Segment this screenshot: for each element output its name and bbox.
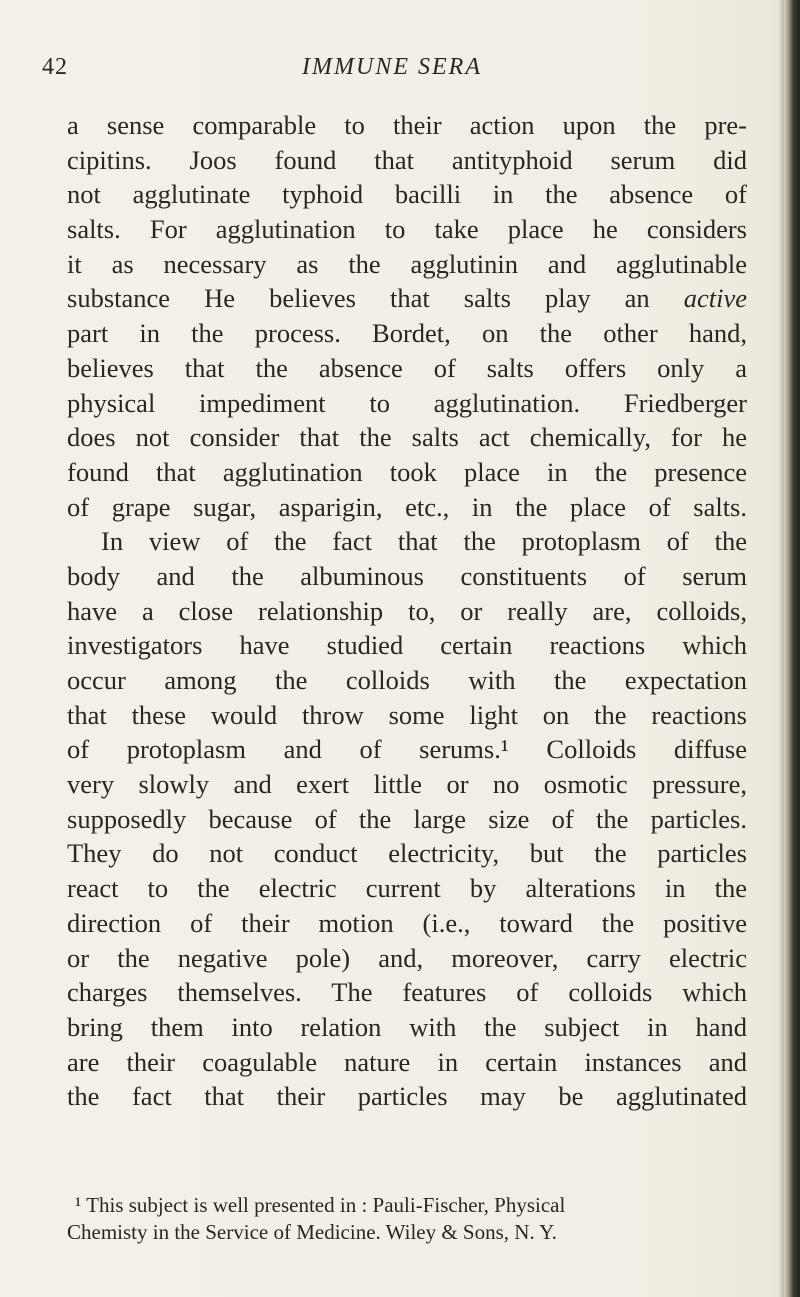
text-line: substance He believes that salts play an active (67, 283, 747, 314)
running-title: IMMUNE SERA (302, 54, 482, 80)
text-line: salts. For agglutination to take place he considers (67, 214, 747, 245)
text-line: direction of their motion (i.e., toward the positive (67, 907, 747, 938)
text-line: investigators have studied certain reactions which (67, 630, 747, 661)
text-line: bring them into relation with the subject in hand (67, 1011, 747, 1042)
footnote (67, 1192, 747, 1246)
text-line: does not consider that the salts act chemically, for he (67, 422, 747, 453)
emphasis: active (683, 283, 747, 314)
text-line: physical impediment to agglutination. Friedberger (67, 387, 747, 418)
text-line-paragraph-start: In view of the fact that the protoplasm of the (101, 526, 747, 557)
text-line: are their coagulable nature in certain instances and (67, 1046, 747, 1077)
text-line: the fact that their particles may be agglutinated (67, 1081, 747, 1112)
text-line: part in the process. Bordet, on the other hand, (67, 318, 747, 349)
text-line: found that agglutination took place in the presence (67, 456, 747, 487)
book-binding-edge (784, 0, 800, 1297)
text-line: not agglutinate typhoid bacilli in the absence of (67, 179, 747, 210)
text-line: charges themselves. The features of colloids which (67, 977, 747, 1008)
footnote-line: Chemisty in the Service of Medicine. Wiley & Sons, N. Y. (67, 1220, 557, 1244)
text-line: They do not conduct electricity, but the particles (67, 838, 747, 869)
text-line: occur among the colloids with the expectation (67, 665, 747, 695)
text-line: have a close relationship to, or really are, colloids, (67, 595, 747, 626)
text-line: supposedly because of the large size of the particles. (67, 803, 747, 834)
text-line: or the negative pole) and, moreover, carry electric (67, 942, 747, 973)
page-header (42, 54, 762, 90)
text-line: it as necessary as the agglutinin and agglutinable (67, 248, 747, 279)
text-line: react to the electric current by alterations in the (67, 873, 747, 904)
text-line: cipitins. Joos found that antityphoid serum did (67, 144, 747, 175)
footnote-line: ¹ This subject is well presented in : Pauli-Fischer, Physical (75, 1193, 566, 1217)
text-line: of protoplasm and of serums.¹ Colloids diffuse (67, 734, 747, 765)
text-line: of grape sugar, asparigin, etc., in the place of salts. (67, 491, 747, 522)
text-line: very slowly and exert little or no osmotic pressure, (67, 769, 747, 800)
body-text (67, 108, 747, 1114)
text-line: believes that the absence of salts offers only a (67, 352, 747, 383)
page-number: 42 (42, 54, 68, 80)
text-line: body and the albuminous constituents of serum (67, 560, 747, 591)
text-line: that these would throw some light on the reactions (67, 699, 747, 730)
text-line: a sense comparable to their action upon the pre- (67, 110, 747, 140)
